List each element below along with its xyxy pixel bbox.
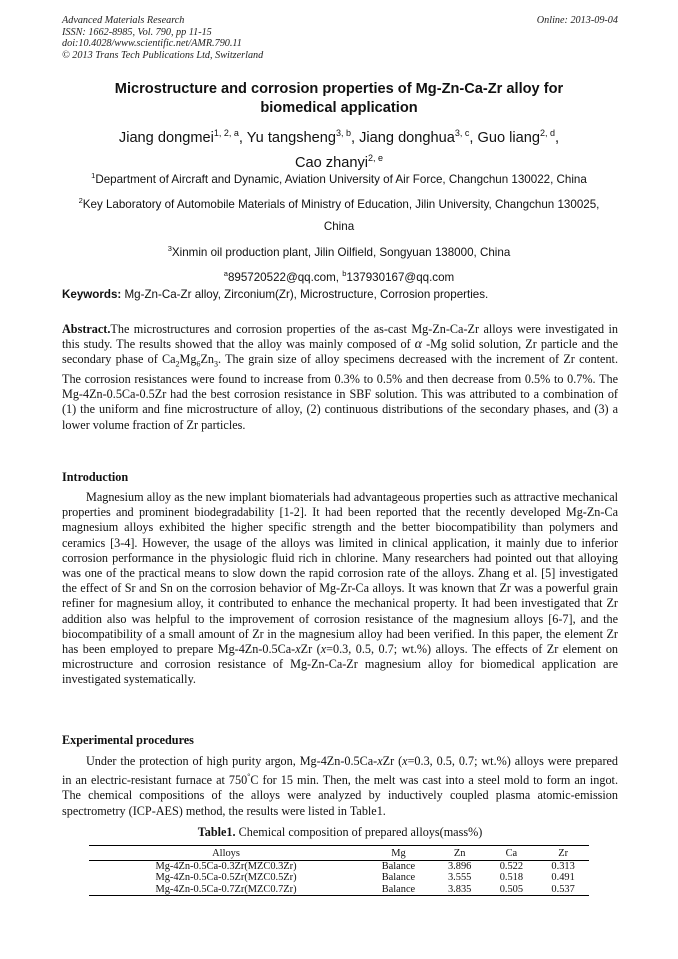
table-header-cell: Alloys <box>212 848 240 859</box>
table-cell: 0.522 <box>499 861 524 873</box>
author: Yu tangsheng$^{3, b}$, <box>246 128 360 146</box>
email-b: 137930167@qq.com <box>346 270 455 284</box>
table-cell: 0.537 <box>551 883 575 895</box>
affiliation: $^3$Xinmin oil production plant, Jilin Oilfield, Songyuan 138000, China <box>167 243 511 259</box>
table-cell: 0.505 <box>499 883 524 895</box>
table-cell: 0.491 <box>551 872 575 884</box>
author: Guo liang$^{2, d}$, <box>477 128 560 146</box>
table-cell: 3.555 <box>447 872 472 884</box>
table-header-cell: Ca <box>505 848 518 859</box>
table-row <box>89 861 589 873</box>
table-row <box>89 884 589 896</box>
paper-title <box>62 80 616 118</box>
online-date: Online: 2013-09-04 <box>536 15 618 26</box>
author: Jiang dongmei$^{1, 2, a}$, <box>118 128 247 146</box>
author: Cao zhanyi$^{2, e}$ <box>294 152 384 171</box>
abstract: Abstract.The microstructures and corrosion properties of the as-cast Mg-Zn-Ca-Zr alloys were investigated in this study. The results showed that the alloy was mainly composed of α -Mg solid solution, Zr particle and the secondary phase of $Ca_2Mg_6Zn_3$. The grain size of alloy specimens decreased with the increment of Zr content. The corrosion resistances were found to increase from 0.3% to 0.5% and then decrease from 0.5% to 0.7%. The Mg-4Zn-0.5Ca-0.5Zr had the best corrosion resistance in SBF solution. This was attributed to a combination of (1) the uniform and fine microstructure of alloy, (2) continuous distributions of the secondary phases, and (3) a lower volume fraction of Zr particles. <box>62 322 618 432</box>
composition-table <box>89 845 589 896</box>
affiliation: $^2$Key Laboratory of Automobile Materials of Ministry of Education, Jilin University, Changchun 130025, China <box>78 196 600 233</box>
table-cell: Mg-4Zn-0.5Ca-0.7Zr(MZC0.7Zr) <box>155 883 297 895</box>
journal-header <box>62 15 618 61</box>
journal-doi: doi:10.4028/www.scientific.net/AMR.790.11 <box>62 38 242 50</box>
author: Jiang donghua$^{3, c}$, <box>359 128 478 146</box>
email-line: $^a$895720522@qq.com, $^b$137930167@qq.com <box>223 268 455 284</box>
table-cell: Mg-4Zn-0.5Ca-0.3Zr(MZC0.3Zr) <box>155 861 297 873</box>
table-cell: 3.896 <box>447 861 472 873</box>
table-cell: Balance <box>381 872 416 884</box>
experimental-paragraph: Under the protection of high purity argon, Mg-4Zn-0.5Ca-xZr (x=0.3, 0.5, 0.7; wt.%) alloys were prepared in an electric-resistant furnace at 750°C for 15 min. Then, the melt was cast into a steel mold to form an ingot. The chemical compositions of the alloys were analyzed by inductively coupled plasma atomic-emission spectrometry (ICP-AES) method, the results were listed in Table1. <box>62 754 619 818</box>
alpha-symbol: α <box>414 337 423 353</box>
affiliations <box>62 165 616 288</box>
abstract-label: Abstract. <box>62 322 111 336</box>
table-cell: Balance <box>381 861 416 873</box>
table-cell: Mg-4Zn-0.5Ca-0.5Zr(MZC0.5Zr) <box>155 872 297 884</box>
table-cell: 0.313 <box>551 861 575 873</box>
title-line-2: biomedical application <box>260 100 418 116</box>
table-cell: 3.835 <box>447 883 472 895</box>
affiliation: $^1$Department of Aircraft and Dynamic, Aviation University of Air Force, Changchun 130022, China <box>91 171 587 186</box>
keywords-text: Mg-Zn-Ca-Zr alloy, Zirconium(Zr), Microstructure, Corrosion properties. <box>121 288 489 301</box>
introduction-paragraph: Magnesium alloy as the new implant biomaterials had advantageous properties such as attractive mechanical properties and prominent biodegradability [1-2]. It had been reported that the recently developed Mg-Zn-Ca magnesium alloys exhibited the higher specific strength and the better biocompatibility than polymers and ceramics [3-4]. However, the usage of the alloys was limited in clinical application, it mainly due to inferior corrosion performance in the physiologic fluid rich in chlorine. Many researchers had pointed out that alloying was one of the practical means to slow down the rapid corrosion rate of the alloys. Zhang et al. [5] investigated the effect of Sr and Sn on the corrosion behavior of Mg-Zr-Ca alloys. It was known that Zr was a powerful grain refiner for magnesium alloy, it contributed to enhance the mechanical property. It had been investigated that Zr addition also was helpful to the improvement of corrosion resistance of the magnesium alloys [6-7], and the biocompatibility of a small amount of Zr in the magnesium alloy had been verified. In this paper, the element Zr has been employed to prepare Mg-4Zn-0.5Ca-xZr (x=0.3, 0.5, 0.7; wt.%) alloys. The effects of Zr element on microstructure and corrosion resistance of Mg-Zn-Ca-Zr magnesium alloy for biomedical application are investigated systematically. <box>62 490 619 687</box>
keywords <box>62 288 618 302</box>
journal-copyright: © 2013 Trans Tech Publications Ltd, Switzerland <box>62 49 264 61</box>
experimental-heading: Experimental procedures <box>62 733 194 747</box>
table-cell: 0.518 <box>499 872 524 884</box>
table-header-row <box>89 846 589 861</box>
table-row <box>89 872 589 883</box>
journal-issn: ISSN: 1662-8985, Vol. 790, pp 11-15 <box>62 26 212 38</box>
title-line-1: Microstructure and corrosion properties of Mg-Zn-Ca-Zr alloy for <box>114 81 564 97</box>
table-caption: Table1. Chemical composition of prepared alloys(mass%) <box>197 825 483 839</box>
table-header-cell: Zn <box>453 848 466 859</box>
email-a: 895720522@qq.com <box>227 270 336 284</box>
table-cell: Balance <box>381 883 416 895</box>
table-header-cell: Mg <box>391 848 406 859</box>
introduction-heading: Introduction <box>62 470 129 484</box>
table-header-cell: Zr <box>558 848 569 859</box>
journal-name: Advanced Materials Research <box>62 15 185 26</box>
keywords-label: Keywords: <box>62 288 122 301</box>
